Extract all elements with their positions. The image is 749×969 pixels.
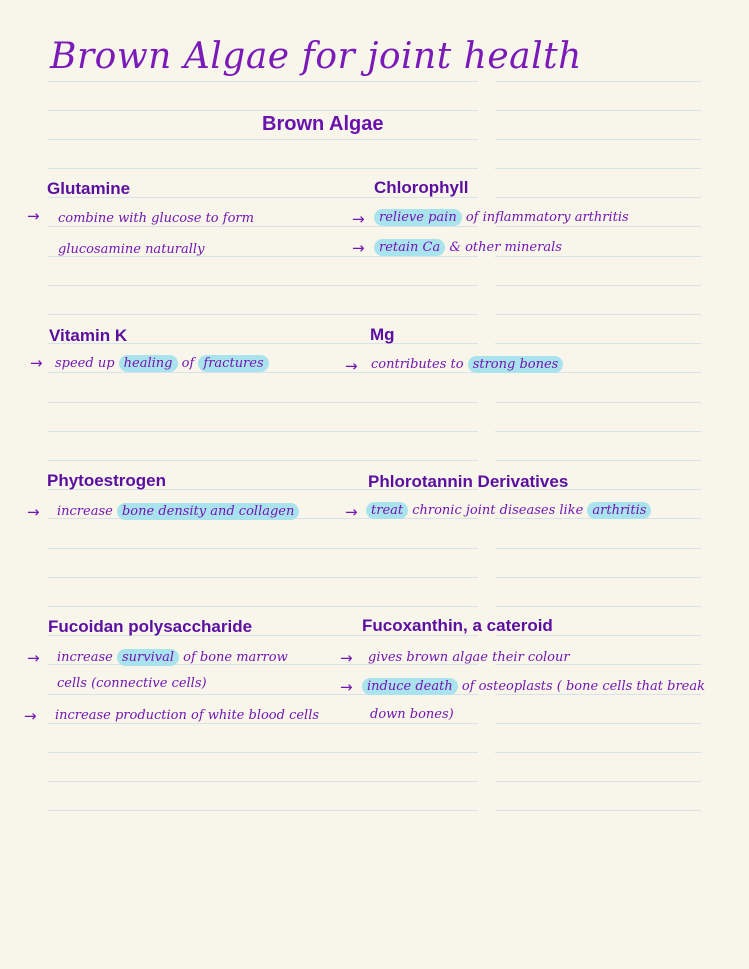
fucoidan-line-3: increase production of white blood cells [55,708,320,723]
fucoxanthin-line-2: induce death of osteoplasts ( bone cells that break [362,679,705,694]
highlight: retain Ca [374,239,445,256]
arrow-icon: → [345,503,358,521]
heading-phytoestrogen: Phytoestrogen [47,471,167,490]
vitamin-k-line: speed up healing of fractures [55,356,269,371]
mg-line: contributes to strong bones [371,357,563,372]
arrow-icon: → [27,207,40,225]
page-title: Brown Algae for joint health [50,36,582,77]
arrow-icon: → [27,649,40,667]
arrow-icon: → [27,503,40,521]
arrow-icon: → [352,210,365,228]
highlight: healing [119,355,178,372]
arrow-icon: → [340,678,353,696]
heading-fucoidan: Fucoidan polysaccharide [48,617,253,636]
phlorotannin-line: treat chronic joint diseases like arthritis [366,503,651,518]
page-subtitle: Brown Algae [262,113,384,135]
arrow-icon: → [340,649,353,667]
glutamine-line-1: combine with glucose to form [58,211,254,226]
highlight: induce death [362,678,458,695]
glutamine-line-2: glucosamine naturally [58,242,205,257]
highlight: bone density and collagen [117,503,299,520]
arrow-icon: → [345,357,358,375]
heading-vitamin-k: Vitamin K [49,326,128,345]
heading-chlorophyll: Chlorophyll [374,178,469,197]
fucoidan-line-2: cells (connective cells) [57,676,207,691]
phytoestrogen-line: increase bone density and collagen [57,504,299,519]
highlight: fractures [198,355,268,372]
highlight: survival [117,649,179,666]
heading-phlorotannin: Phlorotannin Derivatives [368,472,569,491]
chlorophyll-line-2: retain Ca & other minerals [374,240,562,255]
highlight: relieve pain [374,209,462,226]
heading-mg: Mg [370,325,395,344]
arrow-icon: → [24,707,37,725]
heading-fucoxanthin: Fucoxanthin, a cateroid [362,616,553,635]
heading-glutamine: Glutamine [47,179,131,198]
fucoidan-line-1: increase survival of bone marrow [57,650,288,665]
highlight: arthritis [587,502,651,519]
highlight: treat [366,502,408,519]
highlight: strong bones [468,356,564,373]
fucoxanthin-line-3: down bones) [370,707,454,722]
chlorophyll-line-1: relieve pain of inflammatory arthritis [374,210,629,225]
fucoxanthin-line-1: gives brown algae their colour [368,650,570,665]
arrow-icon: → [30,354,43,372]
arrow-icon: → [352,239,365,257]
